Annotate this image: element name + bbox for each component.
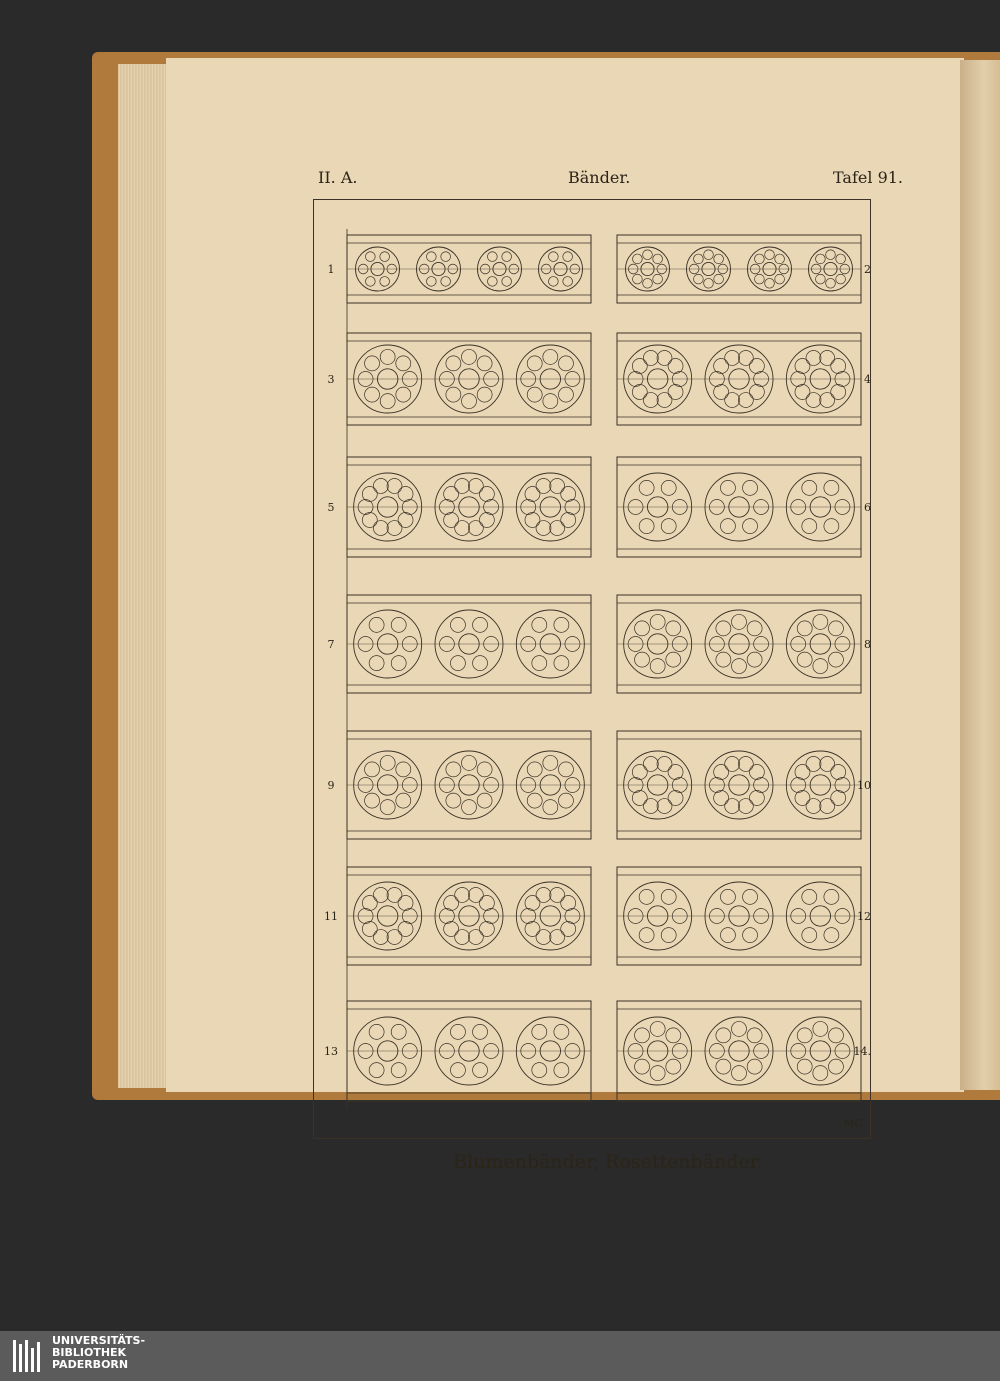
band-number-right: 2 <box>864 263 871 276</box>
band-number-left: 7 <box>327 638 335 651</box>
rosette-petal <box>632 765 647 780</box>
rosette-petal <box>527 387 542 402</box>
rosette-petal <box>661 889 676 904</box>
rosette-petal <box>525 896 540 911</box>
rosette-petal <box>795 359 810 374</box>
book-gutter <box>960 60 1000 1090</box>
rosette-petal <box>716 1059 731 1074</box>
rosette-petal <box>477 762 492 777</box>
rosette-petal <box>635 1028 650 1043</box>
rosette-petal <box>836 274 846 284</box>
rosette-petal <box>455 888 470 903</box>
rosette-petal <box>380 800 395 815</box>
rosette-petal <box>527 762 542 777</box>
rosette-petal <box>806 393 821 408</box>
rosette-petal <box>657 757 672 772</box>
rosette-petal <box>532 656 547 671</box>
rosette-petal <box>549 252 559 262</box>
library-name <box>52 1335 145 1371</box>
rosette-petal <box>828 621 843 636</box>
rosette-petal <box>396 762 411 777</box>
rosette-petal <box>398 922 413 937</box>
rosette-petal <box>643 278 653 288</box>
rosette-petal <box>732 1066 747 1081</box>
rosette-petal <box>450 1024 465 1039</box>
rosette-petal <box>816 254 826 264</box>
rosette-petal <box>635 652 650 667</box>
rosette-petal <box>828 652 843 667</box>
rosette-petal <box>366 252 376 262</box>
rosette-petal <box>714 254 724 264</box>
rosette-petal <box>738 393 753 408</box>
rosette-petal <box>468 930 483 945</box>
rosette-petal <box>561 922 576 937</box>
page-title: Bänder. <box>568 168 631 187</box>
rosette-petal <box>462 755 477 770</box>
rosette-petal <box>450 1063 465 1078</box>
rosette-petal <box>558 387 573 402</box>
rosette-petal <box>826 278 836 288</box>
rosette-petal <box>387 521 402 536</box>
rosette-petal <box>468 479 483 494</box>
band-number-right: 14. <box>853 1045 871 1058</box>
rosette-petal <box>450 656 465 671</box>
rosette-petal <box>633 274 643 284</box>
rosette-petal <box>661 480 676 495</box>
rosette-petal <box>550 479 565 494</box>
rosette-petal <box>633 254 643 264</box>
rosette-petal <box>650 1021 665 1036</box>
rosette-petal <box>704 250 714 260</box>
rosette-petal <box>387 479 402 494</box>
rosette-petal <box>473 1024 488 1039</box>
rosette-petal <box>444 487 459 502</box>
rosette-petal <box>373 479 388 494</box>
rosette-petal <box>732 614 747 629</box>
rosette-petal <box>650 1066 665 1081</box>
rosette-petal <box>479 896 494 911</box>
rosette-petal <box>532 617 547 632</box>
section-label: II. A. <box>318 168 358 187</box>
rosette-petal <box>441 252 451 262</box>
rosette-petal <box>749 385 764 400</box>
rosette-petal <box>813 1066 828 1081</box>
rosette-petal <box>455 479 470 494</box>
band-number-right: 6 <box>864 501 871 514</box>
rosette-petal <box>473 617 488 632</box>
rosette-petal <box>714 359 729 374</box>
rosette-petal <box>831 765 846 780</box>
rosette-petal <box>694 254 704 264</box>
rosette-petal <box>824 519 839 534</box>
rosette-petal <box>831 791 846 806</box>
rosette-petal <box>743 928 758 943</box>
rosette-petal <box>369 1024 384 1039</box>
rosette-petal <box>477 793 492 808</box>
library-footer <box>0 1331 1000 1381</box>
rosette-petal <box>661 519 676 534</box>
rosette-petal <box>462 349 477 364</box>
rosette-petal <box>820 757 835 772</box>
rosette-petal <box>828 1059 843 1074</box>
rosette-petal <box>743 519 758 534</box>
band-number-left: 3 <box>327 373 335 386</box>
rosette-petal <box>477 356 492 371</box>
rosette-petal <box>657 351 672 366</box>
rosette-petal <box>657 799 672 814</box>
rosette-petal <box>446 387 461 402</box>
rosette-petal <box>380 252 390 262</box>
rosette-petal <box>366 277 376 287</box>
rosette-petal <box>549 277 559 287</box>
rosette-petal <box>653 274 663 284</box>
rosette-petal <box>666 621 681 636</box>
rosette-petal <box>797 1059 812 1074</box>
rosette-petal <box>824 928 839 943</box>
rosette-petal <box>738 799 753 814</box>
rosette-petal <box>650 614 665 629</box>
rosette-petal <box>563 277 573 287</box>
rosette-petal <box>720 928 735 943</box>
rosette-petal <box>716 652 731 667</box>
rosette-petal <box>643 351 658 366</box>
rosette-petal <box>738 757 753 772</box>
rosette-petal <box>795 765 810 780</box>
rosette-petal <box>380 349 395 364</box>
rosette-petal <box>536 930 551 945</box>
rosette-petal <box>732 1021 747 1036</box>
rosette-petal <box>369 656 384 671</box>
rosette-petal <box>550 888 565 903</box>
rosette-petal <box>543 349 558 364</box>
rosette-petal <box>813 614 828 629</box>
rosette-petal <box>398 487 413 502</box>
rosette-petal <box>635 621 650 636</box>
rosette-petal <box>738 351 753 366</box>
rosette-petal <box>532 1024 547 1039</box>
rosette-petal <box>362 896 377 911</box>
rosette-petal <box>502 277 512 287</box>
rosette-petal <box>543 394 558 409</box>
rosette-petal <box>826 250 836 260</box>
band-number-right: 8 <box>864 638 871 651</box>
rosette-petal <box>643 393 658 408</box>
library-logo-icon <box>12 1338 48 1374</box>
rosette-petal <box>427 252 437 262</box>
artist-monogram: MC <box>843 1117 863 1130</box>
rosette-petal <box>668 765 683 780</box>
band-number-left: 9 <box>327 779 335 792</box>
rosette-petal <box>802 889 817 904</box>
band-number-left: 1 <box>327 263 335 276</box>
rosette-petal <box>398 513 413 528</box>
rosette-petal <box>391 1063 406 1078</box>
rosette-petal <box>639 889 654 904</box>
rosette-petal <box>632 359 647 374</box>
rosette-petal <box>387 888 402 903</box>
rosette-petal <box>502 252 512 262</box>
rosette-petal <box>488 277 498 287</box>
rosette-petal <box>765 278 775 288</box>
rosette-petal <box>653 254 663 264</box>
rosette-petal <box>716 621 731 636</box>
rosette-petal <box>468 888 483 903</box>
rosette-petal <box>398 896 413 911</box>
rosette-petal <box>661 928 676 943</box>
rosette-petal <box>668 359 683 374</box>
rosette-petal <box>743 889 758 904</box>
rosette-petal <box>427 277 437 287</box>
rosette-petal <box>650 659 665 674</box>
band-number-right: 4 <box>864 373 871 386</box>
rosette-petal <box>477 387 492 402</box>
rosette-petal <box>657 393 672 408</box>
library-name-line2: BIBLIOTHEK <box>52 1346 127 1359</box>
rosette-petal <box>813 659 828 674</box>
rosette-petal <box>643 250 653 260</box>
rosette-petal <box>643 757 658 772</box>
rosette-petal <box>749 359 764 374</box>
rosette-petal <box>396 793 411 808</box>
rosette-petal <box>380 755 395 770</box>
rosette-petal <box>536 888 551 903</box>
rosette-petal <box>373 888 388 903</box>
rosette-petal <box>380 394 395 409</box>
library-name-line1: UNIVERSITÄTS- <box>52 1334 146 1347</box>
rosette-petal <box>725 351 740 366</box>
rosette-petal <box>543 755 558 770</box>
rosette-petal <box>446 762 461 777</box>
rosette-petal <box>373 521 388 536</box>
rosette-petal <box>755 274 765 284</box>
rosette-petal <box>550 930 565 945</box>
rosette-petal <box>446 793 461 808</box>
rosette-petal <box>369 1063 384 1078</box>
rosette-petal <box>802 928 817 943</box>
rosette-petal <box>468 521 483 536</box>
rosette-petal <box>554 1063 569 1078</box>
rosette-petal <box>365 762 380 777</box>
rosette-petal <box>725 799 740 814</box>
rosette-petal <box>479 513 494 528</box>
rosette-petal <box>462 800 477 815</box>
rosette-petal <box>554 617 569 632</box>
rosette-petal <box>806 799 821 814</box>
rosette-petal <box>720 480 735 495</box>
rosette-petal <box>813 1021 828 1036</box>
rosette-petal <box>831 359 846 374</box>
rosette-petal <box>396 356 411 371</box>
rosette-petal <box>369 617 384 632</box>
rosette-petal <box>668 791 683 806</box>
rosette-petal <box>550 521 565 536</box>
page-edges <box>118 64 172 1088</box>
rosette-petal <box>527 356 542 371</box>
band-number-left: 13 <box>324 1045 338 1058</box>
plate-caption: Blumenbänder, Rosettenbänder. <box>453 1151 763 1173</box>
rosette-petal <box>380 277 390 287</box>
rosette-petal <box>561 896 576 911</box>
rosette-petal <box>561 513 576 528</box>
rosette-petal <box>824 480 839 495</box>
rosette-petal <box>720 889 735 904</box>
rosette-petal <box>558 793 573 808</box>
rosette-petal <box>362 487 377 502</box>
rosette-petal <box>797 621 812 636</box>
rosette-petal <box>806 757 821 772</box>
rosette-petal <box>536 521 551 536</box>
rosette-petal <box>720 519 735 534</box>
rosette-petal <box>714 274 724 284</box>
rosette-petal <box>635 1059 650 1074</box>
rosette-petal <box>831 385 846 400</box>
rosette-petal <box>716 1028 731 1043</box>
rosette-petal <box>558 762 573 777</box>
rosette-petal <box>666 652 681 667</box>
plate-number: Tafel 91. <box>833 168 904 187</box>
rosette-petal <box>639 928 654 943</box>
rosette-petal <box>558 356 573 371</box>
rosette-petal <box>806 351 821 366</box>
rosette-petal <box>639 480 654 495</box>
band-number-right: 10 <box>857 779 871 792</box>
rosette-petal <box>714 765 729 780</box>
rosette-petal <box>747 652 762 667</box>
rosette-petal <box>643 799 658 814</box>
rosette-petal <box>525 487 540 502</box>
rosette-petal <box>561 487 576 502</box>
rosette-petal <box>747 1059 762 1074</box>
rosette-petal <box>450 617 465 632</box>
rosette-petal <box>704 278 714 288</box>
rosette-petal <box>455 521 470 536</box>
rosette-petal <box>749 765 764 780</box>
band-number-left: 11 <box>324 910 338 923</box>
rosette-petal <box>820 351 835 366</box>
rosette-petal <box>444 896 459 911</box>
rosette-petal <box>391 656 406 671</box>
rosette-petal <box>743 480 758 495</box>
rosette-petal <box>824 889 839 904</box>
rosette-petal <box>797 652 812 667</box>
ornament-plate <box>313 199 873 1141</box>
rosette-petal <box>554 1024 569 1039</box>
rosette-petal <box>666 1059 681 1074</box>
rosette-petal <box>797 1028 812 1043</box>
rosette-petal <box>802 519 817 534</box>
rosette-petal <box>755 254 765 264</box>
rosette-petal <box>446 356 461 371</box>
rosette-petal <box>747 1028 762 1043</box>
rosette-petal <box>536 479 551 494</box>
rosette-petal <box>396 387 411 402</box>
rosette-petal <box>668 385 683 400</box>
rosette-petal <box>828 1028 843 1043</box>
rosette-petal <box>543 800 558 815</box>
rosette-petal <box>765 250 775 260</box>
rosette-petal <box>488 252 498 262</box>
rosette-petal <box>694 274 704 284</box>
rosette-petal <box>747 621 762 636</box>
rosette-petal <box>820 393 835 408</box>
band-number-right: 12 <box>857 910 871 923</box>
rosette-petal <box>479 487 494 502</box>
rosette-petal <box>554 656 569 671</box>
rosette-petal <box>749 791 764 806</box>
rosette-petal <box>441 277 451 287</box>
rosette-petal <box>836 254 846 264</box>
rosette-petal <box>639 519 654 534</box>
rosette-petal <box>479 922 494 937</box>
rosette-petal <box>725 757 740 772</box>
rosette-petal <box>775 254 785 264</box>
rosette-petal <box>455 930 470 945</box>
band-number-left: 5 <box>327 501 335 514</box>
rosette-petal <box>365 793 380 808</box>
rosette-petal <box>387 930 402 945</box>
rosette-petal <box>391 1024 406 1039</box>
rosette-petal <box>365 387 380 402</box>
rosette-petal <box>462 394 477 409</box>
rosette-petal <box>473 1063 488 1078</box>
rosette-petal <box>527 793 542 808</box>
rosette-petal <box>732 659 747 674</box>
rosette-petal <box>373 930 388 945</box>
rosette-petal <box>666 1028 681 1043</box>
rosette-petal <box>365 356 380 371</box>
rosette-petal <box>725 393 740 408</box>
rosette-petal <box>563 252 573 262</box>
rosette-petal <box>802 480 817 495</box>
rosette-petal <box>391 617 406 632</box>
library-name-line3: PADERBORN <box>52 1358 129 1371</box>
rosette-petal <box>820 799 835 814</box>
rosette-petal <box>816 274 826 284</box>
rosette-petal <box>473 656 488 671</box>
rosette-petal <box>775 274 785 284</box>
rosette-petal <box>532 1063 547 1078</box>
